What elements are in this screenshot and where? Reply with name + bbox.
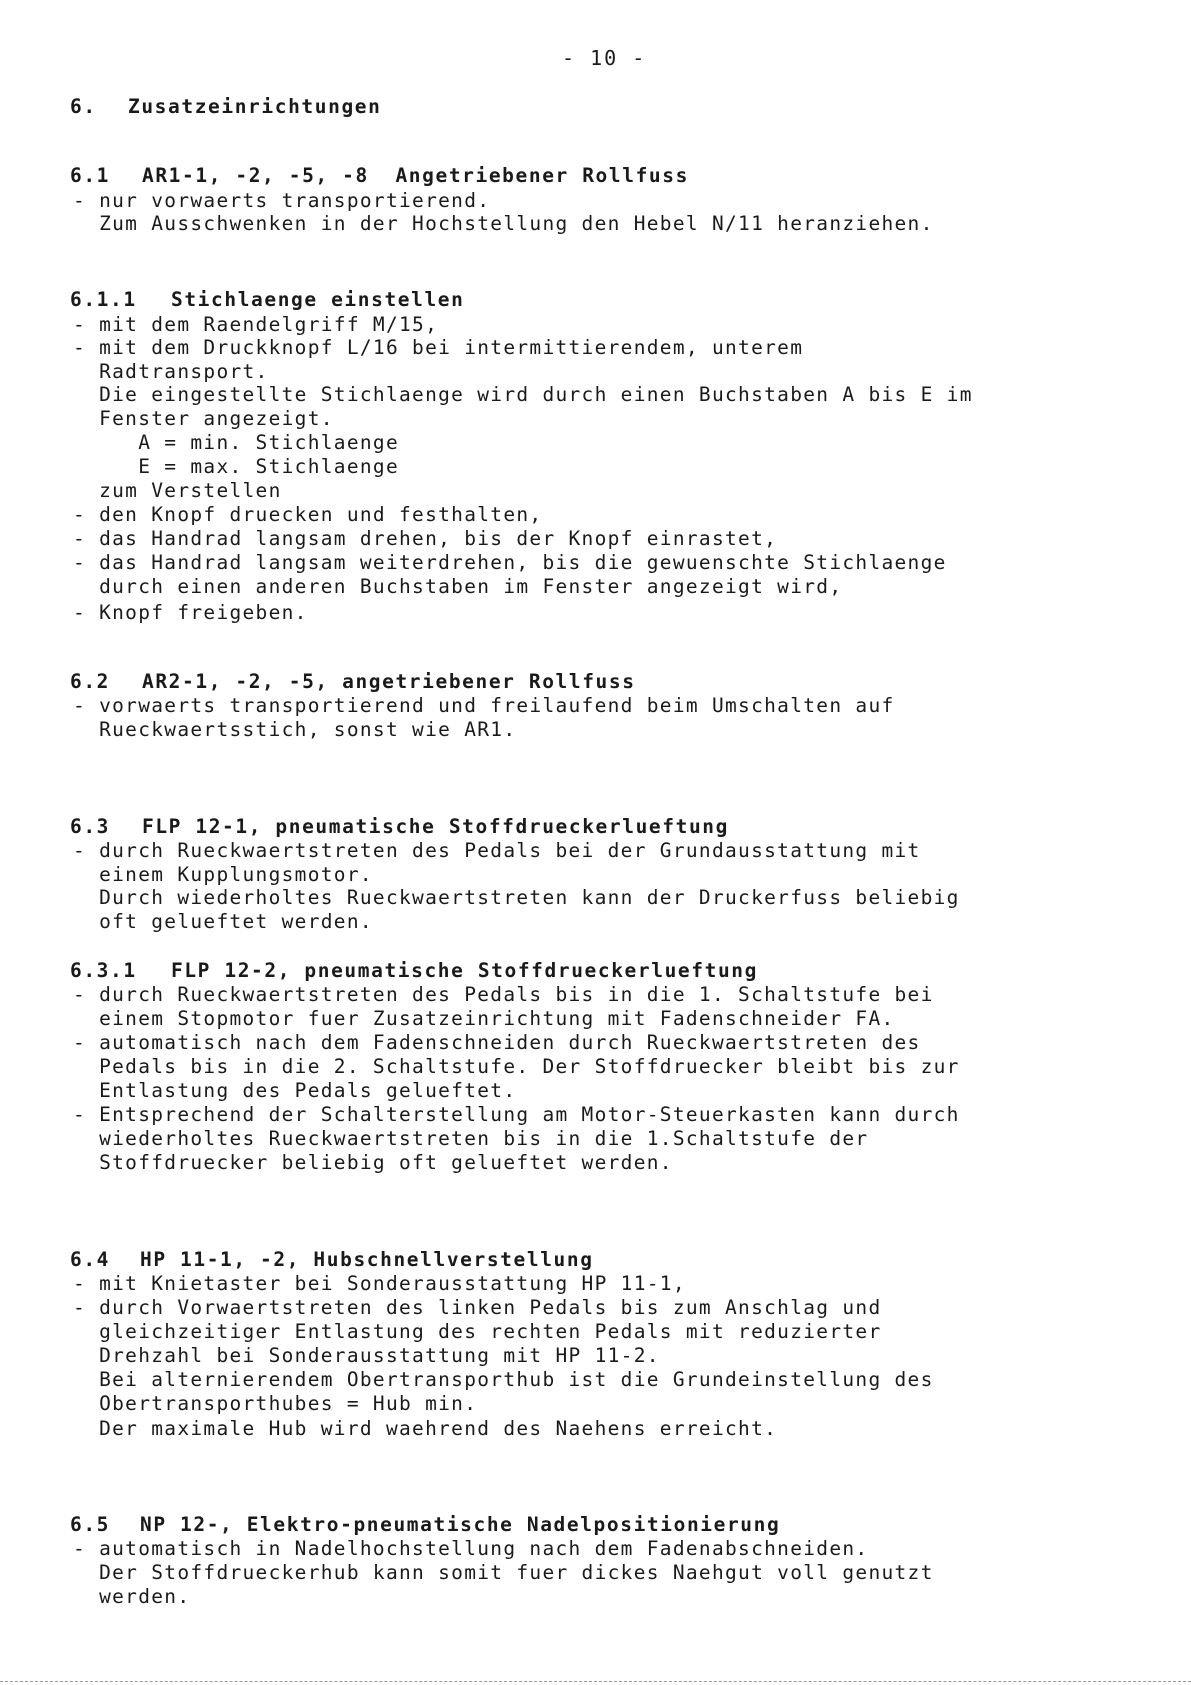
- text-line: A = min. Stichlaenge: [73, 431, 399, 454]
- section-number: 6.5: [70, 1513, 111, 1536]
- section-number: 6.1: [70, 164, 111, 187]
- text-line: Bei alternierendem Obertransporthub ist die Grundeinstellung des: [73, 1368, 934, 1391]
- text-line: Pedals bis in die 2. Schaltstufe. Der Stoffdruecker bleibt bis zur: [73, 1055, 960, 1078]
- text-line: durch einen anderen Buchstaben im Fenster angezeigt wird,: [73, 575, 843, 598]
- text-line: Fenster angezeigt.: [73, 407, 334, 430]
- section-number: 6.3: [70, 815, 111, 838]
- text-line: einem Stopmotor fuer Zusatzeinrichtung mit Fadenschneider FA.: [73, 1007, 895, 1030]
- text-line: - mit dem Druckknopf L/16 bei intermittierendem, unterem: [73, 336, 804, 359]
- chapter-number: 6.: [70, 95, 97, 118]
- section-title: NP 12-, Elektro-pneumatische Nadelpositionierung: [140, 1513, 781, 1536]
- text-line: Obertransporthubes = Hub min.: [73, 1392, 478, 1415]
- text-line: wiederholtes Rueckwaertstreten bis in die 1.Schaltstufe der: [73, 1127, 869, 1150]
- page-bottom-edge: [0, 1681, 1191, 1682]
- text-line: Zum Ausschwenken in der Hochstellung den Hebel N/11 heranziehen.: [73, 212, 934, 235]
- chapter-title: Zusatzeinrichtungen: [128, 95, 382, 118]
- section-title: HP 11-1, -2, Hubschnellverstellung: [140, 1248, 594, 1271]
- text-line: oft gelueftet werden.: [73, 910, 373, 933]
- text-line: Die eingestellte Stichlaenge wird durch einen Buchstaben A bis E im: [73, 383, 973, 406]
- text-line: - das Handrad langsam drehen, bis der Knopf einrastet,: [73, 527, 778, 550]
- text-line: - Knopf freigeben.: [73, 601, 308, 624]
- text-line: werden.: [73, 1585, 191, 1608]
- text-line: - mit Knietaster bei Sonderausstattung HP 11-1,: [73, 1272, 686, 1295]
- section-title: Stichlaenge einstellen: [171, 288, 465, 311]
- text-line: Der maximale Hub wird waehrend des Naehens erreicht.: [73, 1417, 778, 1440]
- section-title: FLP 12-1, pneumatische Stoffdrueckerlueftung: [142, 815, 729, 838]
- text-line: Entlastung des Pedals gelueftet.: [73, 1079, 517, 1102]
- section-title: AR1-1, -2, -5, -8 Angetriebener Rollfuss: [142, 164, 689, 187]
- text-line: - das Handrad langsam weiterdrehen, bis die gewuenschte Stichlaenge: [73, 551, 947, 574]
- text-line: zum Verstellen: [73, 479, 282, 502]
- text-line: Radtransport.: [73, 360, 269, 383]
- text-line: - durch Rueckwaertstreten des Pedals bei der Grundausstattung mit: [73, 839, 921, 862]
- text-line: Der Stoffdrueckerhub kann somit fuer dickes Naehgut voll genutzt: [73, 1561, 934, 1584]
- text-line: Drehzahl bei Sonderausstattung mit HP 11-2.: [73, 1344, 660, 1367]
- text-line: - durch Rueckwaertstreten des Pedals bis in die 1. Schaltstufe bei: [73, 983, 934, 1006]
- text-line: - nur vorwaerts transportierend.: [73, 189, 491, 212]
- text-line: - Entsprechend der Schalterstellung am Motor-Steuerkasten kann durch: [73, 1103, 960, 1126]
- section-number: 6.2: [70, 670, 111, 693]
- text-line: - durch Vorwaertstreten des linken Pedals bis zum Anschlag und: [73, 1296, 882, 1319]
- text-line: - automatisch in Nadelhochstellung nach dem Fadenabschneiden.: [73, 1537, 869, 1560]
- text-line: einem Kupplungsmotor.: [73, 863, 373, 886]
- page-number: - 10 -: [562, 46, 647, 70]
- text-line: Rueckwaertsstich, sonst wie AR1.: [73, 718, 517, 741]
- text-line: - den Knopf druecken und festhalten,: [73, 503, 543, 526]
- text-line: Stoffdruecker beliebig oft gelueftet werden.: [73, 1151, 673, 1174]
- text-line: gleichzeitiger Entlastung des rechten Pedals mit reduzierter: [73, 1320, 882, 1343]
- section-number: 6.1.1: [70, 288, 137, 311]
- text-line: - vorwaerts transportierend und freilaufend beim Umschalten auf: [73, 694, 895, 717]
- text-line: E = max. Stichlaenge: [73, 455, 399, 478]
- section-title: AR2-1, -2, -5, angetriebener Rollfuss: [142, 670, 636, 693]
- section-title: FLP 12-2, pneumatische Stoffdrueckerlueftung: [171, 959, 758, 982]
- section-number: 6.3.1: [70, 959, 137, 982]
- section-number: 6.4: [70, 1248, 111, 1271]
- text-line: - automatisch nach dem Fadenschneiden durch Rueckwaertstreten des: [73, 1031, 921, 1054]
- text-line: Durch wiederholtes Rueckwaertstreten kann der Druckerfuss beliebig: [73, 886, 960, 909]
- text-line: - mit dem Raendelgriff M/15,: [73, 313, 439, 336]
